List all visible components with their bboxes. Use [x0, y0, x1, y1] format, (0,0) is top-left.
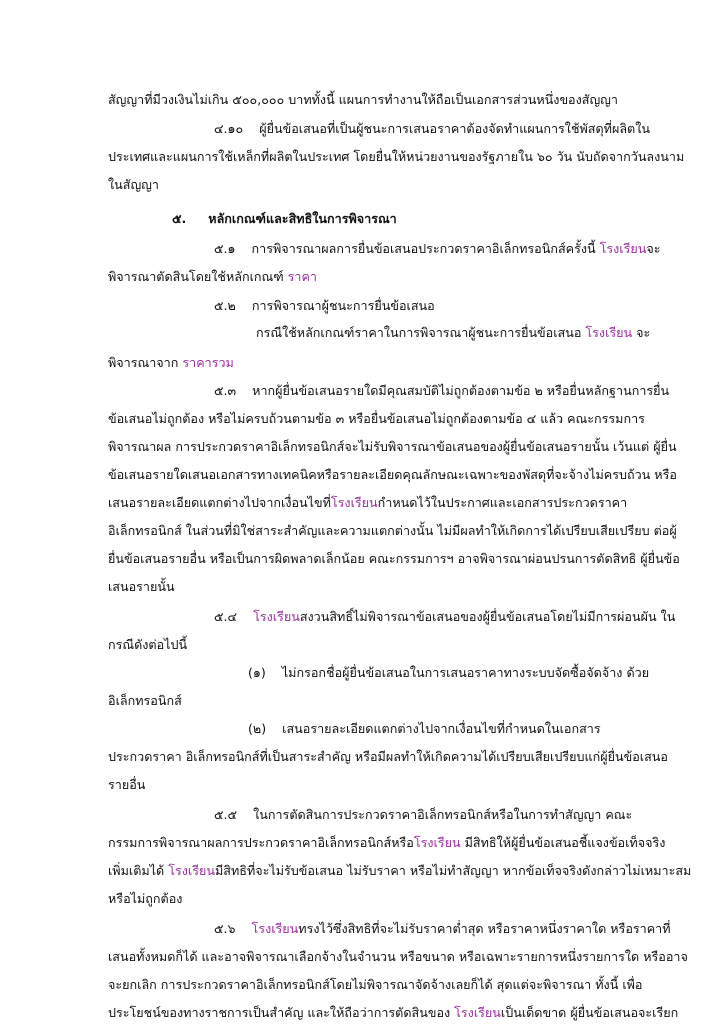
- text-line: กรณีดังต่อไปนี้: [108, 637, 188, 652]
- text-line: ๕.๒ การพิจารณาผู้ชนะการยื่นข้อเสนอ: [214, 298, 435, 313]
- text-line: ประโยชน์ของทางราชการเป็นสำคัญ และให้ถือว่าการตัดสินของ โรงเรียนเป็นเด็ดขาด ผู้ยื่นข้อเสนอจะเรียก: [108, 1005, 679, 1020]
- text-line: ประเทศและแผนการใช้เหล็กที่ผลิตในประเทศ โดยยื่นให้หน่วยงานของรัฐภายใน ๖๐ วัน นับถัดจากวันลงนาม: [108, 149, 685, 164]
- text-line: ๕.๑ การพิจารณาผลการยื่นข้อเสนอประกวดราคาอิเล็กทรอนิกส์ครั้งนี้ โรงเรียนจะ: [214, 241, 661, 256]
- text-line: ๕.๔ โรงเรียนสงวนสิทธิ์ไม่พิจารณาข้อเสนอของผู้ยื่นข้อเสนอโดยไม่มีการผ่อนผัน ใน: [214, 609, 676, 624]
- text-line: ๔.๑๐ ผู้ยื่นข้อเสนอที่เป็นผู้ชนะการเสนอราคาต้องจัดทำแผนการใช้พัสดุที่ผลิตใน: [214, 121, 650, 136]
- text-line: รายอื่น: [108, 777, 146, 792]
- text-line: ข้อเสนอรายใดเสนอเอกสารทางเทคนิคหรือรายละเอียดคุณลักษณะเฉพาะของพัสดุที่จะจ้างไม่ครบถ้วน หรือ: [108, 467, 677, 482]
- text-line: ยื่นข้อเสนอรายอื่น หรือเป็นการผิดพลาดเล็กน้อย คณะกรรมการฯ อาจพิจารณาผ่อนปรนการตัดสิทธิ ผู้ยื่นข้อ: [108, 551, 680, 566]
- text-line: เสนอทั้งหมดก็ได้ และอาจพิจารณาเลือกจ้างในจำนวน หรือขนาด หรือเฉพาะรายการหนึ่งรายการใด หรืออาจ: [108, 949, 688, 964]
- text-line: เพิ่มเติมได้ โรงเรียนมีสิทธิที่จะไม่รับข้อเสนอ ไม่รับราคา หรือไม่ทำสัญญา หากข้อเท็จจริงดังกล่าวไม่เหมาะสม: [108, 863, 692, 878]
- text-line: ๕.๕ ในการตัดสินการประกวดราคาอิเล็กทรอนิกส์หรือในการทำสัญญา คณะ: [214, 807, 633, 822]
- text-line: กรณีใช้หลักเกณฑ์ราคาในการพิจารณาผู้ชนะการยื่นข้อเสนอ โรงเรียน จะ: [256, 325, 651, 340]
- text-line: ในสัญญา: [108, 177, 159, 192]
- text-line: จะยกเลิก การประกวดราคาอิเล็กทรอนิกส์โดยไม่พิจารณาจัดจ้างเลยก็ได้ สุดแต่จะพิจารณา ทั้งนี้ เพื่อ: [108, 977, 643, 992]
- text-line: สัญญาที่มีวงเงินไม่เกิน ๕๐๐,๐๐๐ บาททั้งนี้ แผนการทำงานให้ถือเป็นเอกสารส่วนหนึ่งของสัญญา: [108, 92, 618, 107]
- text-line: เสนอรายละเอียดแตกต่างไปจากเงื่อนไขที่โรงเรียนกำหนดไว้ในประกาศและเอกสารประกวดราคา: [108, 495, 628, 510]
- text-line: พิจารณาผล การประกวดราคาอิเล็กทรอนิกส์จะไม่รับพิจารณาข้อเสนอของผู้ยื่นข้อเสนอรายนั้น เว้นแต่ ผู้ยื่น: [108, 439, 677, 454]
- text-line: ประกวดราคา อิเล็กทรอนิกส์ที่เป็นสาระสำคัญ หรือมีผลทำให้เกิดความได้เปรียบเสียเปรียบแก่ผู้ยื่นข้อเสนอ: [108, 749, 668, 764]
- text-line: พิจารณาตัดสินโดยใช้หลักเกณฑ์ ราคา: [108, 269, 318, 284]
- list-item: (๑) ไม่กรอกชื่อผู้ยื่นข้อเสนอในการเสนอราคาทางระบบจัดซื้อจัดจ้าง ด้วย: [248, 665, 650, 680]
- text-line: อิเล็กทรอนิกส์: [108, 693, 182, 708]
- text-line: หรือไม่ถูกต้อง: [108, 891, 183, 906]
- text-line: อิเล็กทรอนิกส์ ในส่วนที่มิใช่สาระสำคัญและความแตกต่างนั้น ไม่มีผลทำให้เกิดการได้เปรียบเสียเปรียบ ต่อผู้: [108, 523, 677, 538]
- text-line: ๕.๖ โรงเรียนทรงไว้ซึ่งสิทธิที่จะไม่รับราคาต่ำสุด หรือราคาหนึ่งราคาใด หรือราคาที่: [214, 921, 671, 936]
- text-line: เสนอรายนั้น: [108, 579, 175, 594]
- text-line: พิจารณาจาก ราคารวม: [108, 355, 234, 370]
- list-item: (๒) เสนอรายละเอียดแตกต่างไปจากเงื่อนไขที่กำหนดในเอกสาร: [248, 721, 601, 736]
- text-line: ๕.๓ หากผู้ยื่นข้อเสนอรายใดมีคุณสมบัติไม่ถูกต้องตามข้อ ๒ หรือยื่นหลักฐานการยื่น: [214, 383, 670, 398]
- text-line: ข้อเสนอไม่ถูกต้อง หรือไม่ครบถ้วนตามข้อ ๓ หรือยื่นข้อเสนอไม่ถูกต้องตามข้อ ๔ แล้ว คณะกรรมการ: [108, 411, 645, 426]
- section-heading: ๕. หลักเกณฑ์และสิทธิในการพิจารณา: [172, 211, 397, 226]
- text-line: กรรมการพิจารณาผลการประกวดราคาอิเล็กทรอนิกส์หรือโรงเรียน มีสิทธิให้ผู้ยื่นข้อเสนอชี้แจงข้อเท็จจริง: [108, 835, 666, 850]
